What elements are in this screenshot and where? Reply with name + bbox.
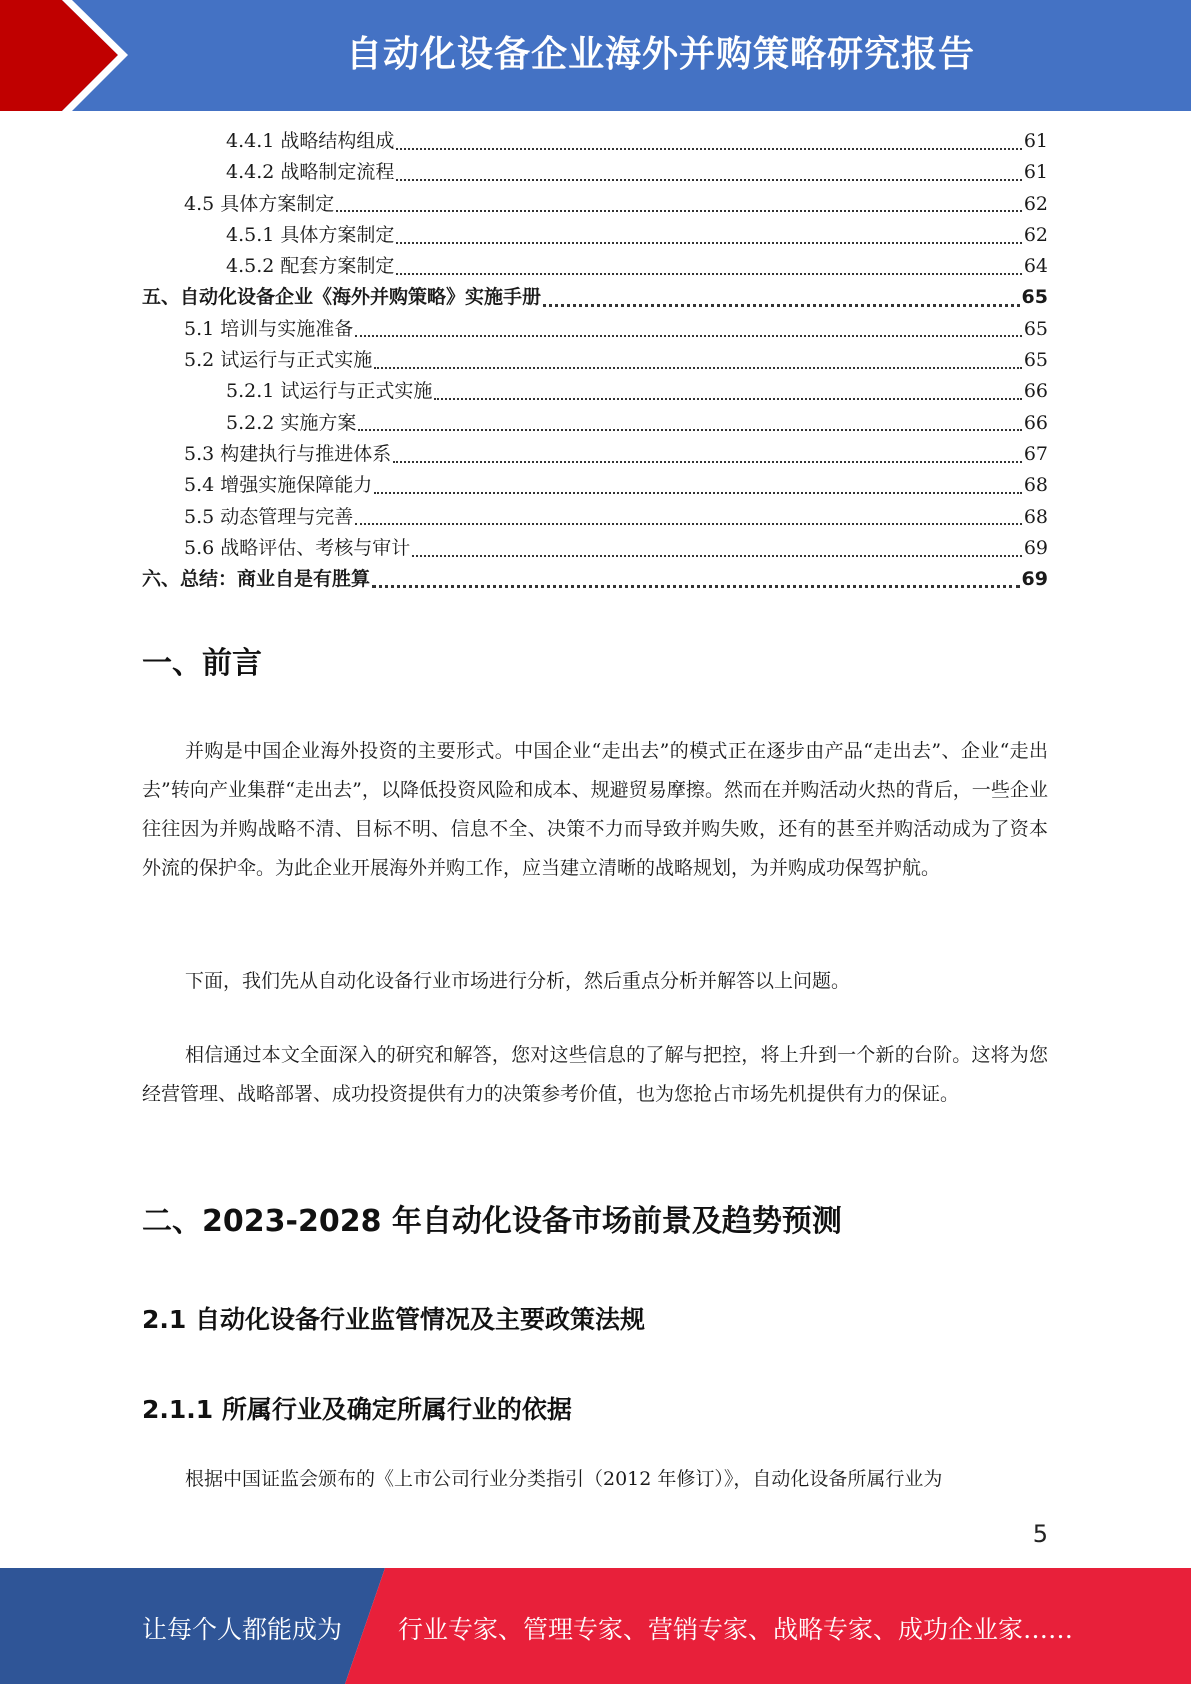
toc-entry-label: 5.2.1 试运行与正式实施 (226, 380, 433, 403)
toc-entry-label: 5.1 培训与实施准备 (184, 317, 354, 340)
toc-dot-leader (374, 492, 1022, 494)
toc-dot-leader (358, 429, 1021, 431)
toc-dot-leader (396, 242, 1021, 244)
toc-dot-leader (355, 335, 1022, 337)
toc-entry-page: 62 (1023, 192, 1048, 215)
toc-dot-leader (396, 148, 1021, 150)
subsection-heading-industry-basis: 2.1.1 所属行业及确定所属行业的依据 (142, 1395, 572, 1424)
page-number: 5 (1032, 1520, 1048, 1548)
toc-entry[interactable] (142, 533, 1048, 564)
toc-dot-leader (396, 273, 1021, 275)
toc-dot-leader (412, 555, 1022, 557)
toc-entry-label: 4.4.1 战略结构组成 (226, 130, 395, 152)
preface-paragraph-1: 并购是中国企业海外投资的主要形式。中国企业“走出去”的模式正在逐步由产品“走出去”、企业“走出去”转向产业集群“走出去”，以降低投资风险和成本、规避贸易摩擦。然而在并购活动火热的背后，一些企业往往因为并购战略不清、目标不明、信息不全、决策不力而导致并购失败，还有的甚至并购活动成为了资本外流的保护伞。为此企业开展海外并购工作，应当建立清晰的战略规划，为并购成功保驾护航。 (142, 740, 1048, 879)
toc-entry-label: 5.3 构建执行与推进体系 (184, 442, 392, 465)
toc-entry[interactable] (142, 470, 1048, 501)
toc-dot-leader (543, 304, 1020, 307)
toc-entry-page: 67 (1023, 442, 1048, 465)
toc-entry-page: 66 (1023, 411, 1048, 434)
toc-entry-page: 66 (1023, 380, 1048, 403)
toc-entry[interactable] (142, 251, 1048, 282)
toc-entry[interactable] (142, 564, 1048, 595)
toc-entry[interactable] (142, 282, 1048, 313)
toc-entry[interactable] (142, 408, 1048, 439)
footer-slogan-right: 行业专家、管理专家、营销专家、战略专家、成功企业家…… (398, 1615, 1074, 1644)
toc-entry[interactable] (142, 376, 1048, 407)
header-title: 自动化设备企业海外并购策略研究报告 (345, 34, 975, 75)
toc-entry-label: 5.2 试运行与正式实施 (184, 349, 373, 372)
toc-entry-page: 65 (1021, 286, 1048, 309)
toc-dot-leader (396, 179, 1021, 181)
preface-paragraph-3: 相信通过本文全面深入的研究和解答，您对这些信息的了解与把控，将上升到一个新的台阶。这将为您经营管理、战略部署、成功投资提供有力的决策参考价值，也为您抢占市场先机提供有力的保证。 (142, 1044, 1048, 1105)
toc-entry-label: 4.5.2 配套方案制定 (226, 255, 395, 278)
toc-dot-leader (355, 523, 1022, 525)
toc-entry-page: 68 (1023, 505, 1048, 528)
page-header (0, 0, 1191, 111)
toc-entry-label: 4.4.2 战略制定流程 (226, 161, 395, 184)
toc-entry[interactable] (142, 157, 1048, 188)
toc-entry[interactable] (142, 220, 1048, 251)
toc-entry-page: 61 (1023, 161, 1048, 184)
section-heading-preface: 一、前言 (142, 646, 262, 681)
toc-entry-page: 65 (1023, 317, 1048, 340)
toc-dot-leader (372, 585, 1020, 588)
toc-dot-leader (434, 398, 1021, 400)
section-heading-market-outlook: 二、2023-2028 年自动化设备市场前景及趋势预测 (142, 1204, 842, 1239)
industry-basis-paragraph: 根据中国证监会颁布的《上市公司行业分类指引（2012 年修订）》，自动化设备所属行业为 (185, 1468, 943, 1490)
toc-entry-page: 68 (1023, 474, 1048, 497)
toc-entry-label: 4.5 具体方案制定 (184, 192, 335, 215)
toc-entry-label: 六、总结：商业自是有胜算 (142, 568, 371, 591)
toc-dot-leader (374, 367, 1022, 369)
toc-dot-leader (336, 210, 1022, 212)
preface-paragraph-2: 下面，我们先从自动化设备行业市场进行分析，然后重点分析并解答以上问题。 (185, 970, 851, 992)
toc-entry-page: 65 (1023, 349, 1048, 372)
page-footer (0, 1568, 1191, 1684)
toc-entry[interactable] (142, 502, 1048, 533)
toc-entry-label: 5.6 战略评估、考核与审计 (184, 536, 411, 559)
toc-entry-page: 62 (1023, 223, 1048, 246)
toc-entry-page: 69 (1023, 536, 1048, 559)
toc-entry-label: 5.5 动态管理与完善 (184, 505, 354, 528)
toc-entry[interactable] (142, 189, 1048, 220)
table-of-contents (142, 126, 1048, 595)
toc-entry-page: 64 (1023, 255, 1048, 278)
toc-entry[interactable] (142, 345, 1048, 376)
toc-entry-page: 69 (1021, 568, 1048, 591)
toc-entry-label: 5.2.2 实施方案 (226, 411, 357, 434)
toc-entry[interactable] (142, 126, 1048, 157)
toc-entry-label: 4.5.1 具体方案制定 (226, 223, 395, 246)
toc-dot-leader (393, 461, 1022, 463)
toc-entry-page: 61 (1023, 130, 1048, 152)
footer-slogan-left: 让每个人都能成为 (142, 1615, 343, 1644)
subsection-heading-regulation: 2.1 自动化设备行业监管情况及主要政策法规 (142, 1305, 645, 1334)
toc-entry-label: 5.4 增强实施保障能力 (184, 474, 373, 497)
toc-entry[interactable] (142, 439, 1048, 470)
toc-entry[interactable] (142, 314, 1048, 345)
toc-entry-label: 五、自动化设备企业《海外并购策略》实施手册 (142, 286, 542, 309)
